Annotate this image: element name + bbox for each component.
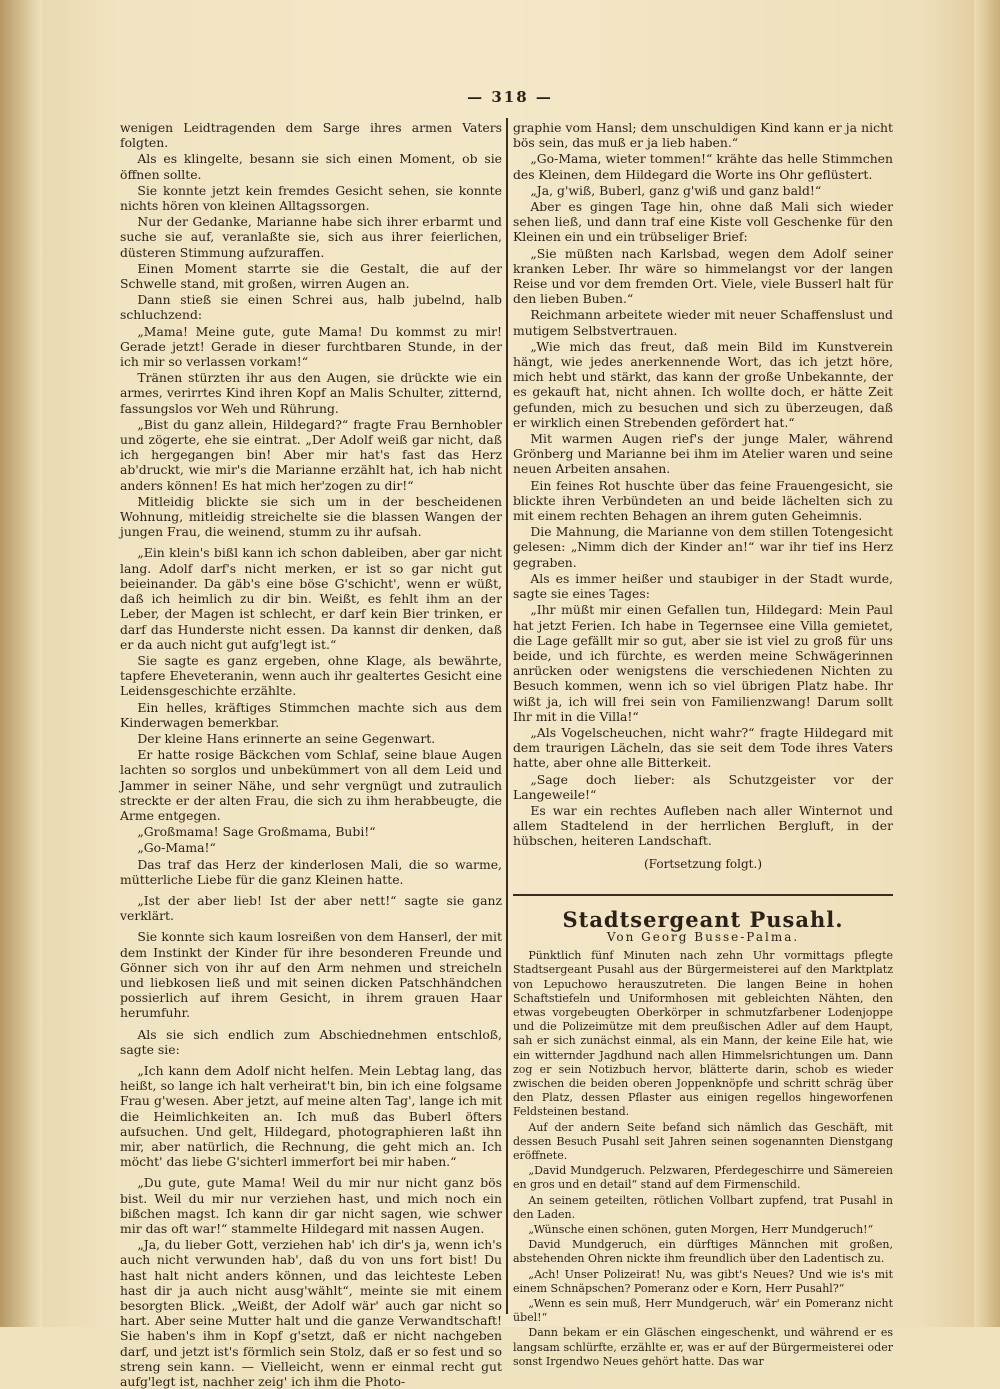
column-divider [506, 118, 508, 1314]
paragraph: Als sie sich endlich zum Abschiednehmen entschloß, sagte sie: [120, 1026, 502, 1057]
paragraph: „Ich kann dem Adolf nicht helfen. Mein Lebtag lang, das heißt, so lange ich halt verheirat't bin, bin ich eine folgsame Frau g'wesen. Aber jetzt, auf meine alten Tag', lange ich mit die Heimlichkeiten an. Ich muß das Buberl öfters aufsuchen. Und gelt, Hildegard, photographieren laßt ihn mir, aber natürlich, die Rechnung, die geht mich an. Ich möcht' das liebe G'sichterl immerfort bei mir haben.“ [120, 1062, 502, 1170]
story-title: Stadtsergeant Pusahl. [562, 906, 844, 932]
continuation-note: (Fortsetzung folgt.) [644, 856, 762, 871]
paragraph: „Mama! Meine gute, gute Mama! Du kommst zu mir! Gerade jetzt! Gerade in dieser furchtbaren Stunde, in der ich mir so verlassen vorkam!“ [120, 323, 502, 370]
paragraph: Als es klingelte, besann sie sich einen Moment, ob sie öffnen sollte. [120, 151, 502, 182]
paragraph: Einen Moment starrte sie die Gestalt, die auf der Schwelle stand, mit großen, wirren Augen an. [120, 260, 502, 292]
paragraph: „Bist du ganz allein, Hildegard?“ fragte Frau Bernhobler und zögerte, ehe sie eintrat. „Der Adolf weiß gar nicht, daß ich hergegangen bin! Aber mir hat's fast das Herz ab'druckt, wie mir's die Marianne erzählt hat, ich hab nicht anders können! Es hat mich her'zogen zu dir!“ [120, 416, 502, 493]
paragraph: „Ja, g'wiß, Buberl, ganz g'wiß und ganz bald!“ [530, 182, 822, 198]
paragraph: Ein helles, kräftiges Stimmchen machte sich aus dem Kinderwagen bemerkbar. [120, 699, 502, 730]
paragraph: Aber es gingen Tage hin, ohne daß Mali sich wieder sehen ließ, und dann traf eine Kiste voll Geschenke für den Kleinen ein und ein trübseliger Brief: [513, 199, 893, 245]
paragraph: „Wünsche einen schönen, guten Morgen, Herr Mundgeruch!“ [528, 1223, 874, 1237]
page-number: — 318 — [467, 88, 553, 106]
paragraph: „Ist der aber lieb! Ist der aber nett!“ sagte sie ganz verklärt. [120, 892, 502, 924]
byline: Von Georg Busse-Palma. [606, 929, 800, 944]
paragraph: „Großmama! Sage Großmama, Bubi!“ [137, 824, 376, 840]
paragraph: „Go-Mama!“ [137, 840, 216, 856]
paragraph: Es war ein rechtes Aufleben nach aller Winternot und allem Stadtelend in der herrlichen Bergluft, in der hübschen, heiteren Landschaft. [513, 802, 893, 849]
paragraph: „Du gute, gute Mama! Weil du mir nur nicht ganz bös bist. Weil du mir nur verziehen hast, und mich noch ein bißchen magst. Ich kann dir gar nicht sagen, wie schwer mir das oft war!“ stammelte Hildegard mit nassen Augen. [120, 1175, 502, 1237]
paragraph: Pünktlich fünf Minuten nach zehn Uhr vormittags pflegte Stadtsergeant Pusahl aus der Bürgermeisterei auf den Marktplatz von Lepuchowo herauszutreten. Die langen Beine in hohen Schaftstiefeln und Uniformhosen mit gebleichten Nähten, den etwas vorgebeugten Oberkörper in schmutzfarbener Lodenjoppe und die Polizeimütze mit dem preußischen Adler auf dem Haupt, sah er sich zunächst einmal, als ein Mann, der keine Eile hat, wie ein witternder Jagdhund nach allen Himmelsrichtungen um. Dann zog er sein Notizbuch hervor, blätterte darin, schob es wieder zwischen die beiden oberen Joppenknöpfe und schritt schräg über den Platz, dessen Pflaster aus einigen regellos hingeworfenen Feldsteinen bestand. [513, 949, 893, 1119]
paragraph: „Als Vogelscheuchen, nicht wahr?“ fragte Hildegard mit dem traurigen Lächeln, das sie seit dem Tode ihres Vaters hatte, aber ohne alle Bitterkeit. [513, 724, 893, 771]
paragraph: Er hatte rosige Bäckchen vom Schlaf, seine blaue Augen lachten so sorglos und unbekümmert von all dem Leid und Jammer in seiner Nähe, und sehr vergnügt und zutraulich streckte er der alten Frau, die sich zu ihm herabbeugte, die Arme entgegen. [120, 747, 502, 823]
paragraph: Tränen stürzten ihr aus den Augen, sie drückte wie ein armes, verirrtes Kind ihren Kopf an Malis Schulter, zitternd, fassungslos vor Weh und Rührung. [120, 370, 502, 416]
paragraph: Sie konnte jetzt kein fremdes Gesicht sehen, sie konnte nichts hören von kleinen Alltagssorgen. [120, 182, 502, 214]
paragraph: Ein feines Rot huschte über das feine Frauengesicht, sie blickte ihren Verbündeten an und beide lächelten sich zu mit einem rechten Behagen an ihrem guten Geheimnis. [513, 477, 893, 524]
paragraph: Sie konnte sich kaum losreißen von dem Hanserl, der mit dem Instinkt der Kinder für ihre besonderen Freunde und Gönner sich von ihr auf den Arm nehmen und streicheln und liebkosen ließ und mit seinen dicken Patschhändchen possierlich auf ihrem Gesicht, in ihrem grauen Haar herumfuhr. [120, 929, 502, 1021]
paragraph: „Sie müßten nach Karlsbad, wegen dem Adolf seiner kranken Leber. Ihr wäre so himmelangst vor der langen Reise und vor dem fremden Ort. Viele, viele Busserl halt für den lieben Buben.“ [513, 245, 893, 307]
paragraph: Der kleine Hans erinnerte an seine Gegenwart. [137, 730, 436, 746]
page-edge [974, 0, 1000, 1327]
left-column [120, 120, 502, 1389]
paragraph: Die Mahnung, die Marianne von dem stillen Totengesicht gelesen: „Nimm dich der Kinder an!“ war ihr tief ins Herz gegraben. [513, 524, 893, 570]
paragraph: Als es immer heißer und staubiger in der Stadt wurde, sagte sie eines Tages: [513, 570, 893, 602]
paragraph: Nur der Gedanke, Marianne habe sich ihrer erbarmt und suche sie auf, veranlaßte sie, sich aus ihrer feierlichen, düsteren Stimmung aufzuraffen. [120, 214, 502, 260]
paragraph: „Go-Mama, wieter tommen!“ krähte das helle Stimmchen des Kleinen, dem Hildegard die Worte ins Ohr geflüstert. [513, 151, 893, 182]
paragraph: David Mundgeruch, ein dürftiges Männchen mit großen, abstehenden Ohren nickte ihm freundlich über den Ladentisch zu. [513, 1238, 893, 1266]
paragraph: Dann bekam er ein Gläschen eingeschenkt, und während er es langsam schlürfte, erzählte er, was er auf der Bürgermeisterei oder sonst Irgendwo Neues gehört hatte. Das war [513, 1326, 893, 1368]
paragraph: „Ach! Unser Polizeirat! Nu, was gibt's Neues? Und wie is's mit einem Schnäpschen? Pomeranz oder e Korn, Herr Pusahl?“ [513, 1267, 893, 1295]
paragraph: „Ein klein's bißl kann ich schon dableiben, aber gar nicht lang. Adolf darf's nicht merken, er ist so gar nicht gut beieinander. Da gäb's eine böse G'schicht', wenn er wüßt, daß ich heimlich zu dir bin. Weißt, es fehlt ihm an der Leber, der Magen ist schlecht, er darf kein Bier trinken, er darf das Hunderste nicht essen. Da kannst dir denken, daß er da auch nicht gut aufg'legt ist.“ [120, 545, 502, 652]
page-binding [0, 0, 42, 1327]
paragraph: „Wenn es sein muß, Herr Mundgeruch, wär' ein Pomeranz nicht übel!“ [513, 1297, 893, 1325]
story-body [513, 949, 893, 1369]
story-divider [513, 894, 893, 896]
paragraph: An seinem geteilten, rötlichen Vollbart zupfend, trat Pusahl in den Laden. [513, 1193, 893, 1221]
paragraph: Das traf das Herz der kinderlosen Mali, die so warme, mütterliche Liebe für die ganz Kleinen hatte. [120, 856, 502, 887]
paragraph: „Ihr müßt mir einen Gefallen tun, Hildegard: Mein Paul hat jetzt Ferien. Ich habe in Tegernsee eine Villa gemietet, die Lage gefällt mir so gut, aber sie ist viel zu groß für uns beide, und ich fürchte, es werden meine Schwägerinnen anrücken oder wenigstens die verschiedenen Nichten zu Besuch kommen, wenn ich so viel übrigen Platz habe. Ihr wißt ja, ich will frei sein von Familienzwang! Darum sollt Ihr mit in die Villa!“ [513, 602, 893, 724]
paragraph: Auf der andern Seite befand sich nämlich das Geschäft, mit dessen Besuch Pusahl seit Jahren seinen sogenannten Dienstgang eröffnete. [513, 1120, 893, 1162]
paragraph: Mitleidig blickte sie sich um in der bescheidenen Wohnung, mitleidig streichelte sie die blassen Wangen der jungen Frau, die weinend, stumm zu ihr aufsah. [120, 493, 502, 540]
paragraph: Reichmann arbeitete wieder mit neuer Schaffenslust und mutigem Selbstvertrauen. [513, 307, 893, 338]
right-column [513, 120, 893, 1368]
paragraph: Dann stieß sie einen Schrei aus, halb jubelnd, halb schluchzend: [120, 292, 502, 323]
paragraph: „Ja, du lieber Gott, verziehen hab' ich dir's ja, wenn ich's auch nicht verwunden hab', daß du von uns fort bist! Du hast halt nicht anders können, und das leichteste Leben hast dir ja auch nicht ausg'wählt“, meinte sie mit einem besorgten Blick. „Weißt, der Adolf wär' auch gar nicht so hart. Aber seine Mutter halt und die ganze Verwandtschaft! Sie haben's ihm in Kopf g'setzt, daß er nicht nachgeben darf, und jetzt ist's förmlich sein Stolz, daß er so fest und so streng sein kann. — Vielleicht, wenn er einmal recht gut aufg'legt ist, nachher zeig' ich ihm die Photo- [120, 1237, 502, 1389]
paragraph: „David Mundgeruch. Pelzwaren, Pferdegeschirre und Sämereien en gros und en detail“ stand auf dem Firmenschild. [513, 1164, 893, 1192]
paragraph: wenigen Leidtragenden dem Sarge ihres armen Vaters folgten. [120, 120, 502, 151]
paragraph: Mit warmen Augen rief's der junge Maler, während Grönberg und Marianne bei ihm im Atelier waren und seine neuen Arbeiten ansahen. [513, 431, 893, 477]
paragraph: „Sage doch lieber: als Schutzgeister vor der Langeweile!“ [513, 771, 893, 802]
paragraph: „Wie mich das freut, daß mein Bild im Kunstverein hängt, wie jedes anerkennende Wort, das ich jetzt höre, mich hebt und stärkt, das kann der große Unbekannte, der es gekauft hat, nicht ahnen. Ich wollte doch, er hätte Zeit gefunden, mich zu besuchen und sich zu überzeugen, daß er wirklich einen Strebenden gefördert hat.“ [513, 338, 893, 430]
paragraph: graphie vom Hansl; dem unschuldigen Kind kann er ja nicht bös sein, das muß er ja lieb haben.“ [513, 120, 893, 151]
paragraph: Sie sagte es ganz ergeben, ohne Klage, als bewährte, tapfere Eheveteranin, wenn auch ihr gealtertes Gesicht eine Leidensgeschichte erzählte. [120, 652, 502, 699]
